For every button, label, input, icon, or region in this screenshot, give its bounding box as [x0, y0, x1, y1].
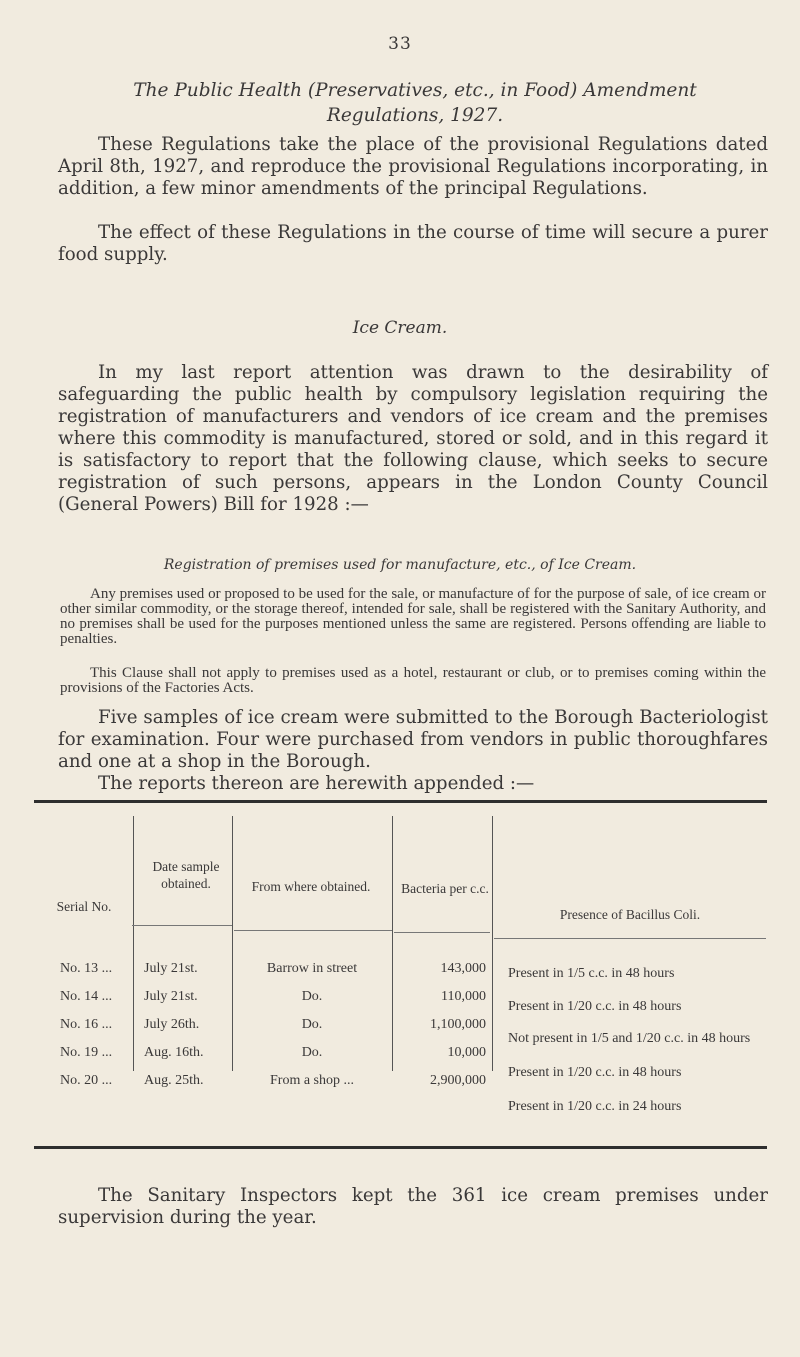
header-rule — [132, 925, 232, 926]
from-cell: Do. — [301, 1045, 323, 1060]
from-cell: Do. — [301, 1017, 323, 1032]
header-rule — [494, 938, 766, 939]
bacteria-cell: 110,000 — [441, 989, 486, 1004]
coli-cell: Not present in 1/5 and 1/20 c.c. in 48 hours — [508, 1031, 751, 1046]
serial-cell: No. 16 ... — [60, 1017, 113, 1032]
serial-cell: No. 13 ... — [60, 961, 113, 976]
bacteria-cell: 143,000 — [440, 961, 486, 976]
coli-cell: Present in 1/20 c.c. in 24 hours — [508, 1099, 682, 1114]
header-rule — [394, 932, 490, 933]
page-number: 33 — [388, 34, 412, 54]
date-cell: Aug. 25th. — [144, 1073, 204, 1088]
coli-cell: Present in 1/20 c.c. in 48 hours — [508, 1065, 682, 1080]
section-title-line-2: Regulations, 1927. — [326, 105, 504, 126]
from-cell: Barrow in street — [266, 961, 358, 976]
serial-cell: No. 14 ... — [60, 989, 113, 1004]
table-bottom-rule — [34, 1146, 767, 1149]
header-rule — [234, 930, 392, 931]
bacteria-cell: 10,000 — [447, 1045, 486, 1060]
header-from: From where obtained. — [251, 879, 371, 894]
date-cell: July 26th. — [144, 1017, 200, 1032]
serial-cell: No. 20 ... — [60, 1073, 113, 1088]
date-cell: July 21st. — [144, 989, 198, 1004]
paragraph-regulations: These Regulations take the place of the provisional Regulations dated April 8th, 1927, and reproduce the provisional Regulations incorporating, in addition, a few minor amendments of the principal Regulations. — [58, 134, 768, 199]
paragraph-inspectors: The Sanitary Inspectors kept the 361 ice cream premises under supervision during the year. — [58, 1185, 768, 1228]
coli-cell: Present in 1/5 c.c. in 48 hours — [508, 966, 675, 981]
table-divider — [133, 816, 134, 1071]
bacteria-cell: 2,900,000 — [430, 1073, 486, 1088]
from-cell: From a shop ... — [270, 1073, 354, 1088]
paragraph-ice-cream: In my last report attention was drawn to the desirability of safeguarding the public health by compulsory legislation requiring the registration of manufacturers and vendors of ice cream and the premises where this commodity is manufactured, stored or sold, and in this regard it is satisfactory to report that the following clause, which seeks to secure registration of such persons, appears in the London County Council (General Powers) Bill for 1928 :— — [58, 362, 768, 515]
bacteria-cell: 1,100,000 — [430, 1017, 486, 1032]
header-serial: Serial No. — [56, 899, 112, 914]
header-date: Date sample obtained. — [152, 859, 220, 891]
coli-cell: Present in 1/20 c.c. in 48 hours — [508, 999, 682, 1014]
clause-text-2: This Clause shall not apply to premises used as a hotel, restaurant or club, or to premises coming within the provisions of the Factories Acts. — [60, 665, 766, 696]
paragraph-effect: The effect of these Regulations in the course of time will secure a purer food supply. — [58, 222, 768, 265]
header-bacteria: Bacteria per c.c. — [401, 881, 489, 896]
table-top-rule — [34, 800, 767, 803]
table-divider — [492, 816, 493, 1071]
date-cell: Aug. 16th. — [144, 1045, 204, 1060]
clause-text-1: Any premises used or proposed to be used for the sale, or manufacture of for the purpose of sale, of ice cream or other similar commodity, or the storage thereof, intended for sale, shall be registered with the Sanitary Authority, and no premises shall be used for the purposes mentioned unless the same are registered. Persons offending are liable to penalties. — [60, 586, 766, 647]
date-cell: July 21st. — [144, 961, 198, 976]
paragraph-samples: Five samples of ice cream were submitted to the Borough Bacteriologist for examination. Four were purchased from vendors in public thoroughfares and one at a shop in the Borough. — [58, 707, 768, 772]
section-title — [62, 78, 768, 128]
section-title-line-1: The Public Health (Preservatives, etc., in Food) Amendment — [133, 80, 697, 101]
ice-cream-heading: Ice Cream. — [352, 318, 448, 338]
header-coli: Presence of Bacillus Coli. — [559, 907, 701, 922]
serial-cell: No. 19 ... — [60, 1045, 113, 1060]
clause-heading: Registration of premises used for manufacture, etc., of Ice Cream. — [163, 557, 637, 573]
from-cell: Do. — [301, 989, 323, 1004]
paragraph-appended: The reports thereon are herewith appended :— — [98, 773, 535, 794]
